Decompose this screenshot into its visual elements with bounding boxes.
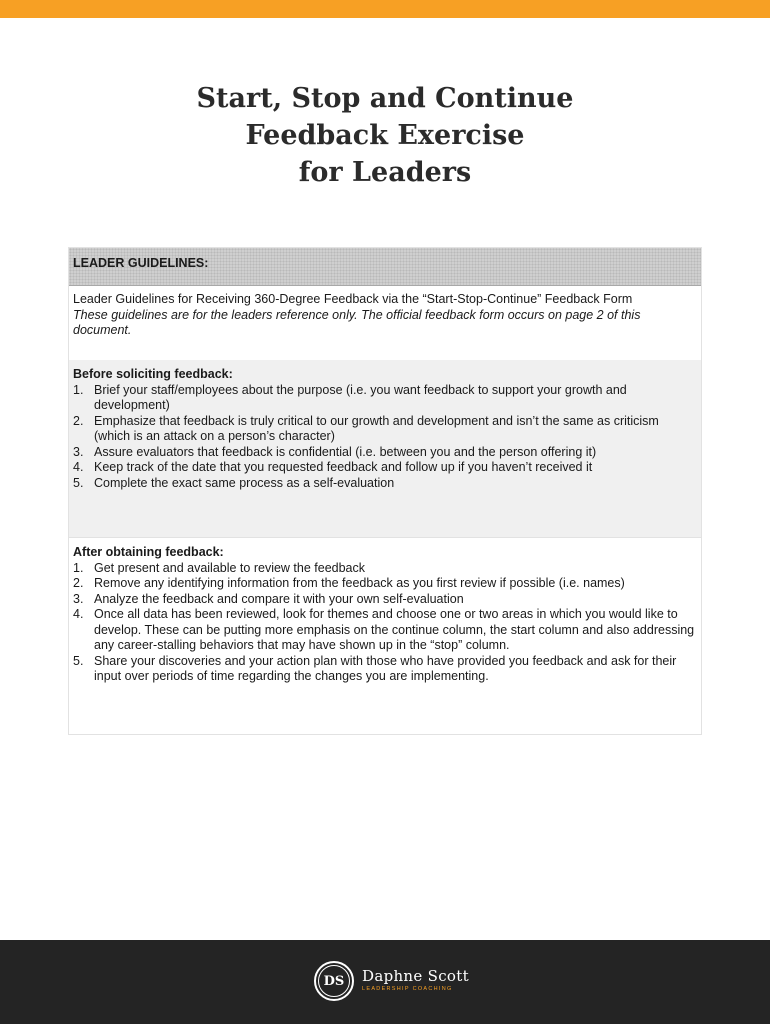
logo-initials: DS [318, 965, 350, 997]
ds-monogram-icon [314, 961, 354, 1001]
before-list [73, 383, 697, 492]
list-item [73, 460, 697, 476]
list-item [73, 445, 697, 461]
intro-note: These guidelines are for the leaders reference only. The official feedback form occurs on page 2 of this document. [73, 307, 641, 337]
before-heading: Before soliciting feedback: [73, 367, 233, 381]
list-number: 2. [73, 413, 84, 428]
list-text: Share your discoveries and your action plan with those who have provided you feedback and ask for their input over periods of time regarding the changes you are implementing. [94, 653, 677, 683]
list-number: 4. [73, 607, 84, 621]
list-item [73, 592, 697, 608]
list-item [73, 576, 697, 592]
guidelines-intro [69, 286, 701, 360]
list-item [73, 383, 697, 414]
list-text: Brief your staff/employees about the purpose (i.e. you want feedback to support your growth and development) [94, 382, 627, 412]
list-item [73, 607, 697, 654]
list-text: Remove any identifying information from the feedback as you first review if possible (i.e. names) [94, 576, 625, 590]
logo-tagline: LEADERSHIP COACHING [362, 986, 453, 992]
guidelines-table [68, 247, 702, 735]
list-text: Once all data has been reviewed, look for themes and choose one or two areas in which you would like to develop. These can be putting more emphasis on the continue column, the start column and also addressing any career-stalling behaviors that may have shown up in the “stop” column. [94, 607, 695, 652]
list-text: Analyze the feedback and compare it with your own self-evaluation [94, 591, 464, 606]
guidelines-header: LEADER GUIDELINES: [69, 248, 701, 286]
list-number: 3. [73, 591, 84, 606]
after-list [73, 561, 697, 685]
list-number: 1. [73, 560, 84, 575]
title-line-1: Start, Stop and Continue [196, 83, 574, 114]
list-item [73, 414, 697, 445]
intro-line: Leader Guidelines for Receiving 360-Degree Feedback via the “Start-Stop-Continue” Feedback Form [73, 292, 633, 306]
list-text: Emphasize that feedback is truly critical to our growth and development and isn’t the same as criticism (which is an attack on a person’s character) [94, 413, 659, 443]
title-line-3: for Leaders [298, 157, 472, 188]
list-number: 5. [73, 653, 84, 668]
list-text: Get present and available to review the feedback [94, 560, 366, 575]
list-number: 4. [73, 460, 84, 474]
title-line-2: Feedback Exercise [245, 120, 525, 151]
logo-name: Daphne Scott [362, 967, 469, 985]
list-number: 1. [73, 382, 84, 397]
list-number: 5. [73, 475, 84, 490]
list-text: Complete the exact same process as a self-evaluation [94, 475, 395, 490]
list-text: Assure evaluators that feedback is confidential (i.e. between you and the person offering it) [94, 444, 597, 459]
daphne-scott-logo [314, 961, 469, 1001]
before-section [69, 360, 701, 538]
top-accent-bar [0, 0, 770, 18]
list-item [73, 561, 697, 577]
list-number: 2. [73, 576, 84, 590]
list-item [73, 476, 697, 492]
page-title [0, 80, 770, 191]
list-item [73, 654, 697, 685]
after-section [69, 538, 701, 685]
after-heading: After obtaining feedback: [73, 545, 224, 559]
list-text: Keep track of the date that you requested feedback and follow up if you haven’t received it [94, 460, 593, 474]
logo-wordmark [362, 968, 469, 994]
list-number: 3. [73, 444, 84, 459]
